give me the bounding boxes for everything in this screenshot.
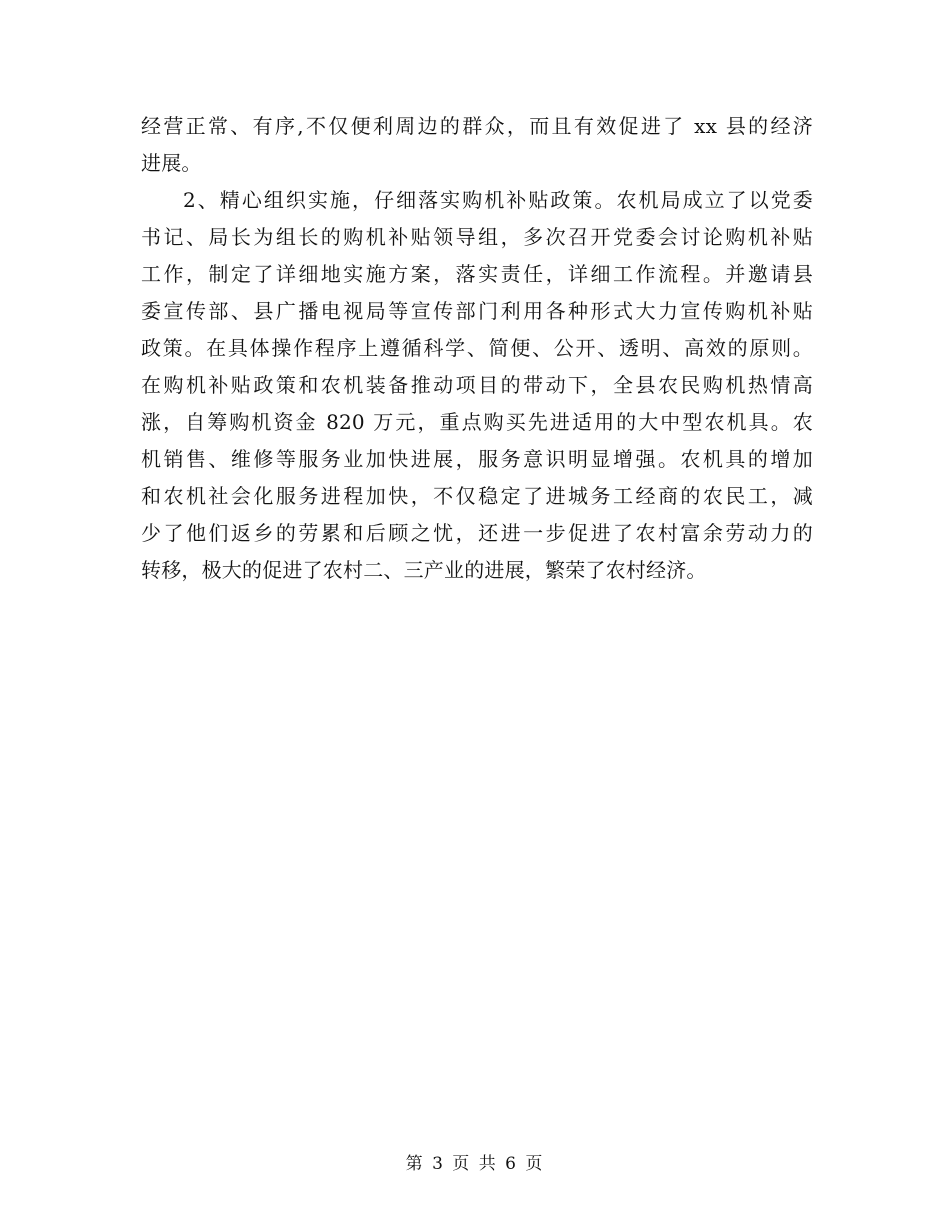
page-number-footer: 第 3 页 共 6 页 <box>405 1154 545 1174</box>
text-line: 经营正常、有序,不仅便利周边的群众，而且有效促进了 xx 县的经济 <box>141 114 813 138</box>
text-line: 委宣传部、县广播电视局等宣传部门利用各种形式大力宣传购机补贴 <box>141 299 813 323</box>
text-line: 机销售、维修等服务业加快进展，服务意识明显增强。农机具的增加 <box>141 447 813 471</box>
text-line: 书记、局长为组长的购机补贴领导组，多次召开党委会讨论购机补贴 <box>141 225 813 249</box>
text-line: 在购机补贴政策和农机装备推动项目的带动下，全县农民购机热情高 <box>141 373 813 397</box>
text-line: 和农机社会化服务进程加快，不仅稳定了进城务工经商的农民工，减 <box>141 484 813 508</box>
text-line: 转移，极大的促进了农村二、三产业的进展，繁荣了农村经济。 <box>141 558 707 582</box>
paragraph-2 <box>141 182 813 589</box>
text-line: 涨，自筹购机资金 820 万元，重点购买先进适用的大中型农机具。农 <box>141 410 813 434</box>
paragraph-1 <box>141 108 813 182</box>
text-line: 工作，制定了详细地实施方案，落实责任，详细工作流程。并邀请县 <box>141 262 813 286</box>
text-line: 进展。 <box>141 151 202 175</box>
text-line: 2、精心组织实施，仔细落实购机补贴政策。农机局成立了以党委 <box>183 188 813 212</box>
text-line: 少了他们返乡的劳累和后顾之忧，还进一步促进了农村富余劳动力的 <box>141 521 813 545</box>
text-line: 政策。在具体操作程序上遵循科学、简便、公开、透明、高效的原则。 <box>141 336 813 360</box>
document-body <box>141 108 813 589</box>
